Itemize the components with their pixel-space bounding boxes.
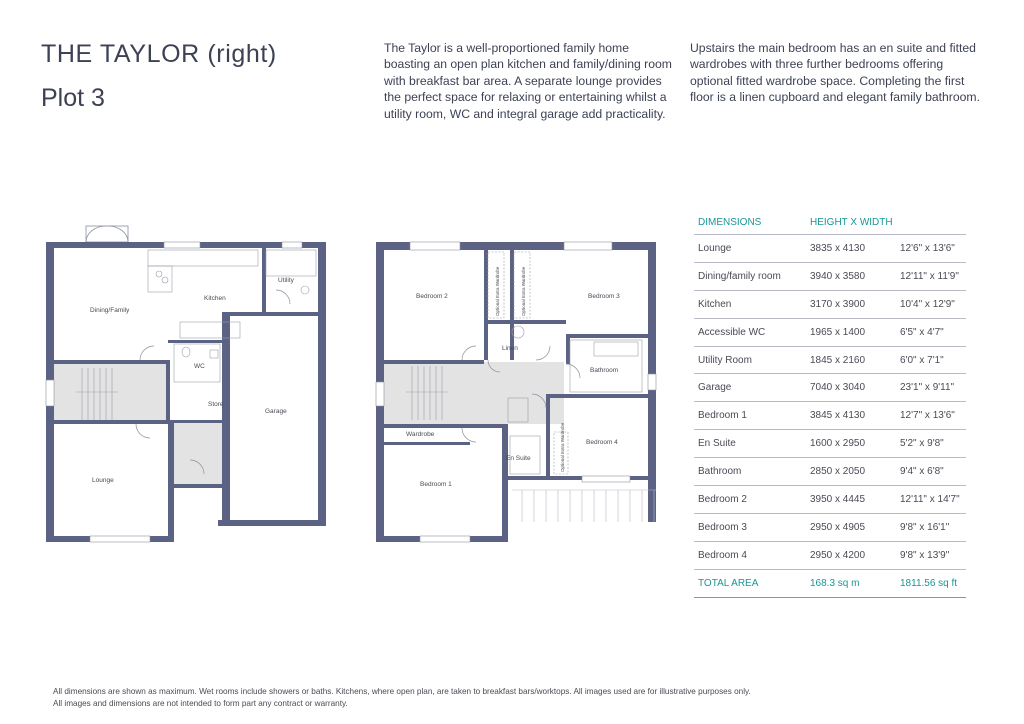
room-label-kitchen: Kitchen xyxy=(204,295,226,302)
table-row xyxy=(694,290,966,318)
room-label-optional-wardrobe-3: Optional Extra Wardrobe xyxy=(521,266,526,316)
imperial-header xyxy=(896,210,966,235)
table-row xyxy=(694,318,966,346)
metric-size: 3835 x 4130 xyxy=(806,235,896,263)
imperial-size: 10'4" x 12'9" xyxy=(896,290,966,318)
room-name: Lounge xyxy=(694,235,806,263)
ground-floor-drawing xyxy=(40,220,330,550)
total-area-label: TOTAL AREA xyxy=(694,569,806,597)
imperial-size: 6'0" x 7'1" xyxy=(896,346,966,374)
table-row xyxy=(694,513,966,541)
room-name: Accessible WC xyxy=(694,318,806,346)
imperial-size: 12'7" x 13'6" xyxy=(896,402,966,430)
imperial-size: 9'4" x 6'8" xyxy=(896,458,966,486)
ground-floor-plan xyxy=(40,220,330,550)
table-row xyxy=(694,458,966,486)
description-paragraph-1: The Taylor is a well-proportioned family home boasting an open plan kitchen and family/dining room with breakfast bar area. A separate lounge provides the perfect space for relaxing or entertaining whilst a utility room, WC and integral garage add practicality. xyxy=(384,41,672,121)
room-name: Garage xyxy=(694,374,806,402)
room-name: Utility Room xyxy=(694,346,806,374)
first-floor-plan xyxy=(372,236,662,550)
imperial-size: 12'11" x 11'9" xyxy=(896,262,966,290)
metric-size: 2850 x 2050 xyxy=(806,458,896,486)
room-name: Bedroom 1 xyxy=(694,402,806,430)
room-label-garage: Garage xyxy=(265,408,287,415)
metric-size: 3170 x 3900 xyxy=(806,290,896,318)
dimensions-table xyxy=(694,210,966,598)
footnote-line-2: All images and dimensions are not intended to form part any contract or warranty. xyxy=(53,699,348,708)
height-width-header: HEIGHT X WIDTH xyxy=(806,210,896,235)
table-row xyxy=(694,374,966,402)
metric-size: 2950 x 4905 xyxy=(806,513,896,541)
room-label-wc: WC xyxy=(194,363,205,370)
footnote xyxy=(53,686,953,710)
bathroom-fittings xyxy=(508,326,642,474)
imperial-size: 9'8" x 16'1" xyxy=(896,513,966,541)
room-name: Kitchen xyxy=(694,290,806,318)
room-name: En Suite xyxy=(694,430,806,458)
room-label-en-suite: En Suite xyxy=(506,455,531,462)
french-doors-icon xyxy=(86,226,128,242)
imperial-size: 12'6" x 13'6" xyxy=(896,235,966,263)
room-label-bedroom-1: Bedroom 1 xyxy=(420,481,452,488)
room-label-bathroom: Bathroom xyxy=(590,367,619,374)
room-label-store: Store xyxy=(208,401,224,408)
room-name: Bedroom 3 xyxy=(694,513,806,541)
room-label-bedroom-3: Bedroom 3 xyxy=(588,293,620,300)
room-name: Dining/family room xyxy=(694,262,806,290)
room-label-linen: Linen xyxy=(502,345,518,352)
room-label-bedroom-2: Bedroom 2 xyxy=(416,293,448,300)
footnote-line-1: All dimensions are shown as maximum. Wet rooms include showers or baths. Kitchens, where open plan, are taken to breakfast bars/worktops. All images used are for illustrative purposes only. xyxy=(53,687,751,696)
room-label-optional-wardrobe-4: Optional Extra Wardrobe xyxy=(560,422,565,472)
imperial-size: 5'2" x 9'8" xyxy=(896,430,966,458)
total-area-imperial: 1811.56 sq ft xyxy=(896,569,966,597)
porch-area xyxy=(172,420,228,488)
room-label-wardrobe: Wardrobe xyxy=(406,431,435,438)
room-label-lounge: Lounge xyxy=(92,477,114,484)
room-label-optional-wardrobe-2: Optional Extra Wardrobe xyxy=(495,266,500,316)
table-row xyxy=(694,346,966,374)
table-row xyxy=(694,541,966,569)
metric-size: 1600 x 2950 xyxy=(806,430,896,458)
metric-size: 7040 x 3040 xyxy=(806,374,896,402)
table-row xyxy=(694,402,966,430)
page-title: THE TAYLOR (right) xyxy=(41,40,277,68)
total-area-row xyxy=(694,569,966,597)
imperial-size: 6'5" x 4'7" xyxy=(896,318,966,346)
metric-size: 2950 x 4200 xyxy=(806,541,896,569)
room-label-utility: Utility xyxy=(278,277,294,284)
dimensions-header: DIMENSIONS xyxy=(694,210,806,235)
room-label-dining-family: Dining/Family xyxy=(90,307,130,314)
table-row xyxy=(694,486,966,514)
dimensions-header-row xyxy=(694,210,966,235)
first-floor-drawing xyxy=(372,236,662,550)
description-paragraph-2: Upstairs the main bedroom has an en suite and fitted wardrobes with three further bedrooms offering optional fitted wardrobe space. Completing the first floor is a linen cupboard and elegant family bathroom. xyxy=(690,41,980,105)
landing-area xyxy=(384,362,564,424)
room-name: Bathroom xyxy=(694,458,806,486)
imperial-size: 9'8" x 13'9" xyxy=(896,541,966,569)
deck-lines xyxy=(512,490,656,522)
imperial-size: 23'1" x 9'11" xyxy=(896,374,966,402)
metric-size: 1845 x 2160 xyxy=(806,346,896,374)
imperial-size: 12'11" x 14'7" xyxy=(896,486,966,514)
kitchen-units xyxy=(148,250,316,338)
metric-size: 3940 x 3580 xyxy=(806,262,896,290)
room-name: Bedroom 2 xyxy=(694,486,806,514)
plot-number: Plot 3 xyxy=(41,84,105,112)
metric-size: 1965 x 1400 xyxy=(806,318,896,346)
total-area-metric: 168.3 sq m xyxy=(806,569,896,597)
table-row xyxy=(694,262,966,290)
metric-size: 3845 x 4130 xyxy=(806,402,896,430)
table-row xyxy=(694,430,966,458)
room-name: Bedroom 4 xyxy=(694,541,806,569)
table-row xyxy=(694,235,966,263)
room-label-bedroom-4: Bedroom 4 xyxy=(586,439,618,446)
metric-size: 3950 x 4445 xyxy=(806,486,896,514)
